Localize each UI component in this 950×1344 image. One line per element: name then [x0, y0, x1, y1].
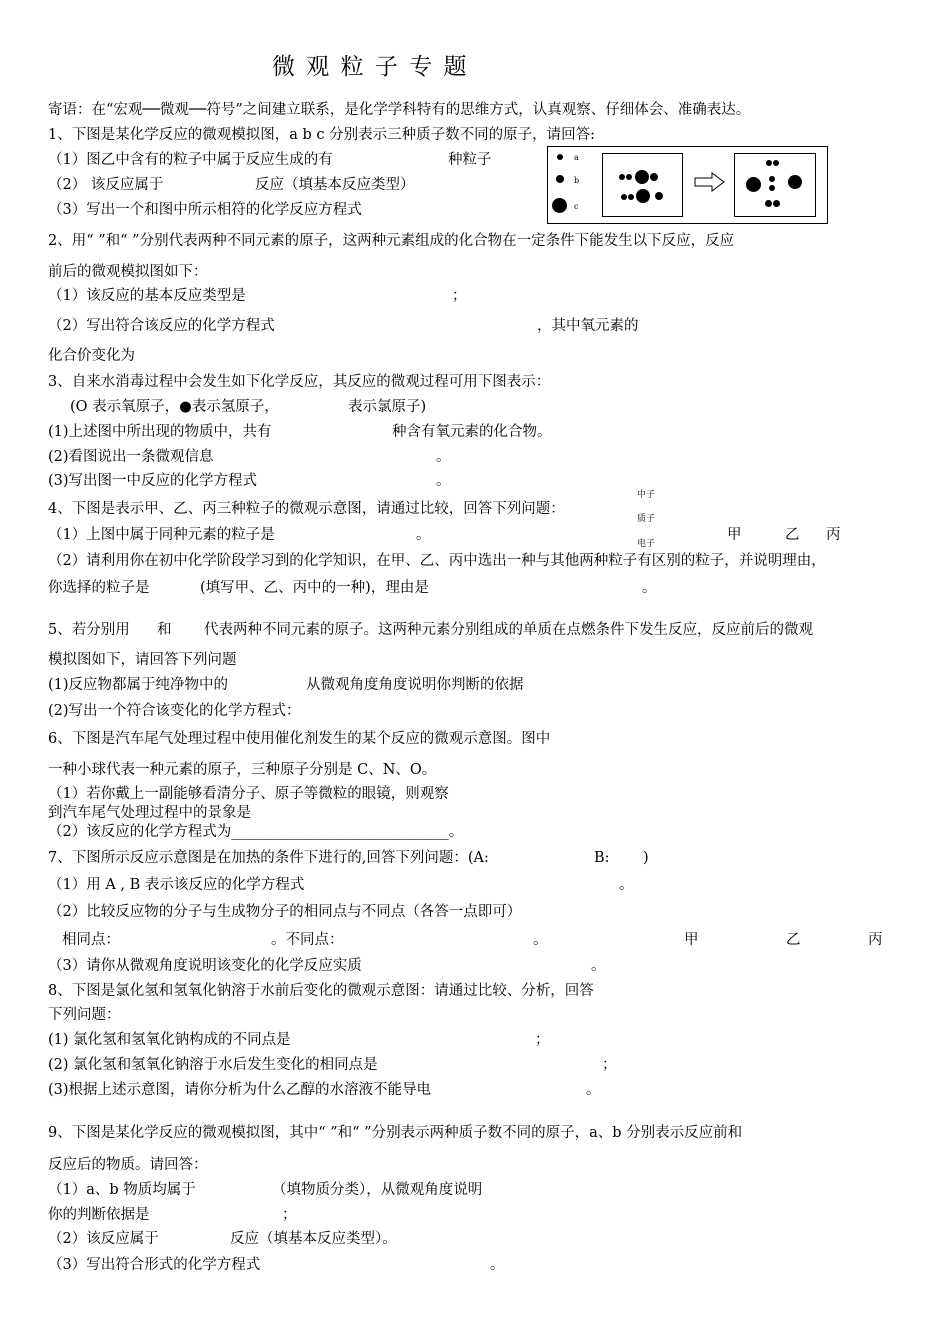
atom-a: [769, 176, 775, 182]
atom-c: [635, 170, 649, 184]
q3-part2-text: (2)看图说出一条微观信息: [48, 449, 214, 465]
atom-a-label: a: [574, 153, 579, 162]
q7-part2-same: 相同点：: [62, 932, 120, 948]
atom-a: [628, 194, 634, 200]
q9-part1-cont: （填物质分类），从微观角度说明: [272, 1182, 483, 1198]
q2-part1-end: ；: [452, 288, 467, 304]
q7-part2-text: （2）比较反应物的分子与生成物分子的相同点与不同点（各答一点即可）: [48, 904, 522, 920]
atom-c: [636, 189, 650, 203]
atom-b-label: b: [574, 176, 580, 185]
q9-part3-text: （3）写出符合形式的化学方程式: [48, 1257, 261, 1273]
q2-part2-cont: ，其中氧元素的: [537, 318, 639, 334]
q3-legend: (O 表示氧原子，●表示氢原子，: [70, 399, 279, 415]
q8-stem: 8、下图是氯化氢和氢氧化钠溶于水前后变化的微观示意图：请通过比较、分析，回答: [48, 983, 594, 999]
q8-part2-text: (2) 氯化氢和氢氧化钠溶于水后发生变化的相同点是: [48, 1057, 378, 1073]
atom-b: [650, 173, 658, 181]
q9-stem: 9、下图是某化学反应的微观模拟图，其中“ ”和“ ”分别表示两种质子数不同的原子，a、b 分别表示反应前和: [48, 1125, 743, 1141]
q8-part3-end: 。: [586, 1082, 601, 1098]
q7-part1-text: （1）用 A , B 表示该反应的化学方程式: [48, 877, 305, 893]
atom-b: [655, 192, 663, 200]
atom-c-label: c: [574, 202, 579, 211]
q2-part1-text: （1）该反应的基本反应类型是: [48, 288, 246, 304]
q5-stem-tail: 模拟图如下，请回答下列问题: [48, 652, 237, 668]
reaction-arrow-icon: [694, 172, 726, 192]
q6-part2-text: （2）该反应的化学方程式为______________________________。: [48, 824, 464, 840]
q6-part1-cont: 到汽车尾气处理过程中的景象是: [48, 805, 251, 821]
q7-part2-end: 。: [533, 932, 548, 948]
q3-part2-end: 。: [436, 449, 451, 465]
product-box: [734, 153, 816, 217]
q4-caption-yi: 乙: [785, 527, 800, 543]
q6-stem-cont: 一种小球代表一种元素的原子，三种原子分别是 C、N、O。: [48, 762, 437, 778]
q8-part2-end: ；: [602, 1057, 617, 1073]
q4-caption-jia: 甲: [727, 527, 742, 543]
page-title: 微 观 粒 子 专 题: [272, 54, 469, 80]
atom-a: [626, 174, 632, 180]
q5-part2-text: (2)写出一个符合该变化的化学方程式：: [48, 703, 301, 719]
reactant-box: [602, 153, 683, 217]
q7-part3-end: 。: [591, 958, 606, 974]
q4-part2-end: 。: [642, 580, 657, 596]
q3-part1-cont: 种含有氧元素的化合物。: [392, 424, 552, 440]
q4-part1-end: 。: [416, 527, 431, 543]
q1-part3-text: （3）写出一个和图中所示相符的化学反应方程式: [48, 202, 362, 218]
q7-caption-yi: 乙: [786, 932, 801, 948]
q2-part2-text: （2）写出符合该反应的化学方程式: [48, 318, 275, 334]
q1-reaction-figure: [547, 146, 828, 224]
atom-c: [788, 175, 802, 189]
q1-part2-text: （2） 该反应属于: [48, 177, 164, 193]
q5-stem-cont: 代表两种不同元素的原子。这两种元素分别组成的单质在点燃条件下发生反应，反应前后的微观: [204, 622, 813, 638]
q6-stem: 6、下图是汽车尾气处理过程中使用催化剂发生的某个反应的微观示意图。图中: [48, 731, 551, 747]
q2-part2-tail: 化合价变化为: [48, 348, 135, 364]
q3-stem: 3、自来水消毒过程中会发生如下化学反应，其反应的微观过程可用下图表示：: [48, 374, 551, 390]
q9-stem-cont: 反应后的物质。请回答：: [48, 1157, 208, 1173]
q7-caption-jia: 甲: [684, 932, 699, 948]
q1-part1-unit: 种粒子: [448, 152, 492, 168]
q9-part1-end: ；: [282, 1207, 297, 1223]
q8-part3-text: (3)根据上述示意图，请你分析为什么乙醇的水溶液不能导电: [48, 1082, 432, 1098]
q4-part2-reason: (填写甲、乙、丙中的一种)，理由是: [200, 580, 429, 596]
q9-part3-end: 。: [490, 1257, 505, 1273]
q5-stem-and: 和: [157, 622, 172, 638]
q2-stem-cont: 前后的微观模拟图如下：: [48, 264, 208, 280]
q9-part2-cont: 反应（填基本反应类型）。: [230, 1231, 397, 1247]
q4-stem: 4、下图是表示甲、乙、丙三种粒子的微观示意图，请通过比较，回答下列问题：: [48, 501, 565, 517]
q5-part1-text: (1)反应物都属于纯净物中的: [48, 677, 229, 693]
q7-stem: 7、下图所示反应示意图是在加热的条件下进行的,回答下列问题：(A:: [48, 850, 489, 866]
q4-caption-bing: 丙: [826, 527, 841, 543]
atom-a: [773, 160, 779, 166]
q8-part1-text: (1) 氯化氢和氢氧化钠构成的不同点是: [48, 1032, 291, 1048]
q7-part3-text: （3）请你从微观角度说明该变化的化学反应实质: [48, 958, 362, 974]
q8-part1-end: ；: [535, 1032, 550, 1048]
atom-a: [766, 160, 772, 166]
q5-part1-cont: 从微观角度角度说明你判断的依据: [306, 677, 524, 693]
atom-c: [746, 177, 761, 192]
q5-stem: 5、若分别用: [48, 622, 130, 638]
q3-part3-text: (3)写出图一中反应的化学方程式: [48, 473, 258, 489]
neutron-label: 中子: [637, 490, 656, 500]
q4-part2-text: （2）请利用你在初中化学阶段学习到的化学知识，在甲、乙、丙中选出一种与其他两种粒子有区别的粒子，并说明理由，: [48, 553, 826, 569]
atom-b-legend: [556, 175, 564, 183]
atom-a: [619, 174, 625, 180]
atom-b: [773, 200, 780, 207]
q4-part1-text: （1）上图中属于同种元素的粒子是: [48, 527, 275, 543]
atom-c-legend: [552, 198, 567, 213]
q7-part2-diff: 。不同点：: [271, 932, 344, 948]
q3-part1-text: (1)上述图中所出现的物质中，共有: [48, 424, 272, 440]
q9-part1-text: （1）a、b 物质均属于: [48, 1182, 196, 1198]
q9-part1-basis: 你的判断依据是: [48, 1207, 150, 1223]
q4-part2-choice: 你选择的粒子是: [48, 580, 150, 596]
q9-part2-text: （2）该反应属于: [48, 1231, 159, 1247]
q1-stem: 1、下图是某化学反应的微观模拟图，a b c 分别表示三种质子数不同的原子，请回答:: [48, 127, 595, 143]
proton-label: 质子: [637, 514, 656, 524]
atom-b: [765, 200, 772, 207]
q1-part1-text: （1）图乙中含有的粒子中属于反应生成的有: [48, 152, 333, 168]
q8-stem-cont: 下列问题：: [48, 1007, 121, 1023]
q1-part2-hint: 反应（填基本反应类型）: [255, 177, 415, 193]
q7-caption-bing: 丙: [868, 932, 883, 948]
q6-part1-text: （1）若你戴上一副能够看清分子、原子等微粒的眼镜，则观察: [48, 786, 449, 802]
atom-a-legend: [557, 154, 563, 160]
q7-part1-end: 。: [619, 877, 634, 893]
q2-stem: 2、用“ ”和“ ”分别代表两种不同元素的原子，这两种元素组成的化合物在一定条件下能发生以下反应，反应: [48, 233, 735, 249]
atom-a: [621, 194, 627, 200]
q3-part3-end: 。: [436, 473, 451, 489]
atom-a: [769, 185, 775, 191]
intro-line: 寄语：在“宏观──微观──符号”之间建立联系，是化学学科特有的思维方式，认真观察、仔细体会、准确表达。: [48, 102, 751, 118]
q7-stem-end: ): [643, 850, 649, 866]
q7-stem-b: B:: [594, 850, 610, 866]
electron-label: 电子: [637, 539, 656, 549]
q3-legend-cont: 表示氯原子): [348, 399, 427, 415]
